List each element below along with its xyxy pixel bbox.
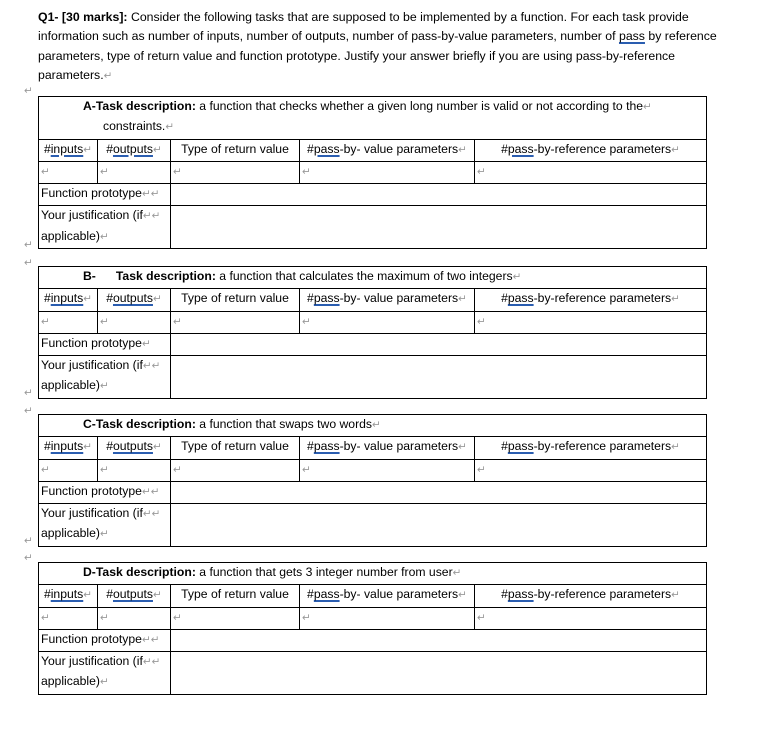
- paragraph-mark-icon: ↵: [458, 589, 467, 602]
- justification-answer-cell[interactable]: [171, 356, 707, 399]
- paragraph-mark-icon: ↵: [173, 611, 182, 624]
- return-type-label: Type of return value: [181, 291, 289, 306]
- function-prototype-answer-cell[interactable]: [171, 184, 707, 206]
- answer-cell-outputs[interactable]: [98, 161, 171, 183]
- table-justification-row: [39, 356, 707, 399]
- paragraph-mark-icon: ↵: [142, 210, 152, 223]
- hash-symbol: #: [307, 291, 314, 306]
- paragraph-mark-icon: ↵: [458, 441, 467, 454]
- paragraph-mark-icon: ↵: [151, 360, 161, 373]
- task-description-text: a function that calculates the maximum of two integers: [215, 269, 513, 283]
- pass-label: pass: [313, 291, 340, 306]
- task-description-label: Task description: [95, 99, 192, 113]
- hash-symbol: #: [307, 439, 314, 454]
- paragraph-mark-icon: ↵: [41, 165, 50, 178]
- paragraph-mark-icon: ↵: [141, 337, 151, 350]
- paragraph-mark-icon: ↵: [671, 143, 680, 156]
- pass-label: pass: [507, 439, 534, 454]
- paragraph-mark-icon: ↵: [41, 315, 50, 328]
- justification-answer-cell[interactable]: [171, 652, 707, 695]
- justification-label-line1: Your justification (if: [41, 506, 143, 521]
- paragraph-mark-icon: ↵: [100, 165, 109, 178]
- task-description-label: Task description: [115, 269, 212, 283]
- task-description-cell: [39, 97, 707, 140]
- paragraph-mark-icon: ↵: [173, 315, 182, 328]
- paragraph-mark-icon: ↵: [152, 441, 162, 454]
- justification-label-cell: [39, 504, 171, 547]
- inputs-label: inputs: [50, 587, 84, 602]
- paragraph-mark-icon: ↵: [477, 165, 486, 178]
- paragraph-mark-icon: ↵: [103, 70, 113, 83]
- paragraph-mark-icon: ↵: [142, 508, 152, 521]
- function-prototype-label: Function prototype: [41, 631, 142, 646]
- hash-symbol: #: [501, 291, 508, 306]
- function-prototype-label-cell: [39, 333, 171, 355]
- task-description-text: a function that checks whether a given long number is valid or not according to the: [195, 99, 644, 113]
- paragraph-mark-icon: ↵: [173, 165, 182, 178]
- justification-label-line2: applicable): [41, 378, 100, 393]
- paragraph-mark-icon: ↵: [141, 485, 151, 498]
- paragraph-mark-icon: ↵: [24, 257, 33, 269]
- task-description-label: Task description: [95, 417, 192, 431]
- table-title-row: [39, 563, 707, 585]
- pass-by-value-rest: -by- value parameters: [339, 439, 459, 454]
- table-answer-row: [39, 459, 707, 481]
- pass-by-value-rest: -by- value parameters: [339, 291, 459, 306]
- table-prototype-row: [39, 629, 707, 651]
- task-letter: B-: [83, 269, 96, 283]
- paragraph-mark-icon: ↵: [24, 552, 33, 564]
- table-answer-row: [39, 311, 707, 333]
- header-return-type: [171, 437, 300, 459]
- header-outputs: [98, 289, 171, 311]
- paragraph-mark-icon: ↵: [99, 528, 109, 541]
- pass-label: pass: [313, 141, 340, 156]
- paragraph-mark-icon: ↵: [41, 611, 50, 624]
- task-table-d: [38, 562, 707, 695]
- function-prototype-answer-cell[interactable]: [171, 481, 707, 503]
- task-description-cell: [39, 415, 707, 437]
- table-header-row: [39, 585, 707, 607]
- function-prototype-label: Function prototype: [41, 483, 142, 498]
- task-description-text-cont: constraints.: [103, 119, 166, 134]
- function-prototype-label: Function prototype: [41, 186, 142, 201]
- hash-symbol: #: [43, 141, 51, 156]
- paragraph-mark-icon: ↵: [152, 589, 162, 602]
- paragraph-mark-icon: ↵: [83, 293, 93, 306]
- table-justification-row: [39, 206, 707, 249]
- paragraph-mark-icon: ↵: [142, 656, 152, 669]
- paragraph-mark-icon: ↵: [24, 535, 33, 547]
- outputs-label: outputs: [112, 141, 153, 156]
- justification-label-line2: applicable): [41, 228, 100, 243]
- hash-symbol: #: [43, 587, 51, 602]
- hash-symbol: #: [106, 439, 113, 454]
- pass-label: pass: [313, 587, 340, 602]
- pass-label: pass: [507, 587, 534, 602]
- paragraph-mark-icon: ↵: [477, 315, 486, 328]
- answer-cell-pass-by-reference[interactable]: [475, 607, 707, 629]
- table-prototype-row: [39, 481, 707, 503]
- paragraph-mark-icon: ↵: [150, 188, 160, 201]
- table-answer-row: [39, 607, 707, 629]
- task-description-colon: :: [191, 99, 196, 113]
- answer-cell-outputs[interactable]: [98, 607, 171, 629]
- hash-symbol: #: [307, 141, 314, 156]
- paragraph-mark-icon: ↵: [152, 293, 162, 306]
- task-description-line2: [41, 117, 704, 137]
- paragraph-mark-icon: ↵: [83, 589, 93, 602]
- hash-symbol: #: [106, 141, 113, 156]
- question-underlined-word: pass: [618, 29, 645, 44]
- hash-symbol: #: [43, 439, 51, 454]
- paragraph-mark-icon: ↵: [671, 441, 680, 454]
- pass-by-reference-rest: -by-reference parameters: [533, 291, 672, 306]
- paragraph-mark-icon: ↵: [643, 101, 652, 113]
- table-title-row: [39, 267, 707, 289]
- paragraph-mark-icon: ↵: [99, 230, 109, 243]
- table-prototype-row: [39, 184, 707, 206]
- question-paragraph: [38, 8, 744, 87]
- paragraph-mark-icon: ↵: [100, 315, 109, 328]
- question-label: Q1- [30 marks]:: [38, 10, 128, 24]
- paragraph-mark-icon: ↵: [100, 463, 109, 476]
- pass-by-value-rest: -by- value parameters: [339, 587, 459, 602]
- table-justification-row: [39, 652, 707, 695]
- header-inputs: [39, 139, 98, 161]
- question-text-part2: by reference parameters, type of return value and function prototype. Justify your answer briefly if you are using pass-by-reference parameters.: [38, 29, 717, 83]
- paragraph-mark-icon: ↵: [150, 485, 160, 498]
- return-type-label: Type of return value: [181, 141, 289, 156]
- paragraph-mark-icon: ↵: [302, 611, 311, 624]
- paragraph-mark-icon: ↵: [671, 293, 680, 306]
- outputs-label: outputs: [112, 291, 153, 306]
- header-return-type: [171, 289, 300, 311]
- task-description-text: a function that swaps two words: [195, 417, 373, 431]
- paragraph-mark-icon: ↵: [151, 210, 161, 223]
- justification-answer-cell[interactable]: [171, 504, 707, 547]
- task-description-label: Task description: [95, 565, 192, 579]
- answer-cell-inputs[interactable]: [39, 161, 98, 183]
- header-inputs: [39, 437, 98, 459]
- answer-cell-inputs[interactable]: [39, 607, 98, 629]
- header-pass-by-value: [300, 437, 475, 459]
- table-prototype-row: [39, 333, 707, 355]
- paragraph-mark-icon: ↵: [302, 315, 311, 328]
- paragraph-mark-icon: ↵: [141, 188, 151, 201]
- justification-label-cell: [39, 206, 171, 249]
- answer-cell-inputs[interactable]: [39, 311, 98, 333]
- justification-answer-cell[interactable]: [171, 206, 707, 249]
- task-description-colon: :: [191, 565, 196, 579]
- pass-label: pass: [313, 439, 340, 454]
- paragraph-mark-icon: ↵: [477, 463, 486, 476]
- task-letter: D-: [83, 565, 96, 579]
- justification-label-cell: [39, 652, 171, 695]
- table-header-row: [39, 139, 707, 161]
- hash-symbol: #: [106, 587, 113, 602]
- hash-symbol: #: [501, 587, 508, 602]
- task-table-a: [38, 96, 707, 249]
- paragraph-mark-icon: ↵: [83, 441, 93, 454]
- paragraph-mark-icon: ↵: [477, 611, 486, 624]
- task-description-line1: [41, 415, 704, 435]
- paragraph-mark-icon: ↵: [458, 293, 467, 306]
- answer-cell-return-type[interactable]: [171, 311, 300, 333]
- inputs-label: inputs: [50, 141, 84, 156]
- function-prototype-label-cell: [39, 184, 171, 206]
- header-pass-by-reference: [475, 139, 707, 161]
- paragraph-mark-icon: ↵: [165, 121, 175, 134]
- pass-label: pass: [507, 291, 534, 306]
- outputs-label: outputs: [112, 439, 153, 454]
- table-title-row: [39, 415, 707, 437]
- answer-cell-return-type[interactable]: [171, 607, 300, 629]
- pass-label: pass: [507, 141, 534, 156]
- answer-cell-pass-by-value[interactable]: [300, 311, 475, 333]
- answer-cell-pass-by-value[interactable]: [300, 607, 475, 629]
- task-table-c: [38, 414, 707, 547]
- answer-cell-pass-by-reference[interactable]: [475, 161, 707, 183]
- answer-cell-pass-by-value[interactable]: [300, 459, 475, 481]
- answer-cell-pass-by-value[interactable]: [300, 161, 475, 183]
- task-description-colon: :: [191, 417, 196, 431]
- question-text-part1: Consider the following tasks that are supposed to be implemented by a function. For each task provide information such as number of inputs, number of outputs, number of pass-by-value parameters, number of: [38, 10, 689, 44]
- paragraph-mark-icon: ↵: [24, 387, 33, 399]
- header-pass-by-reference: [475, 585, 707, 607]
- paragraph-mark-icon: ↵: [512, 271, 522, 283]
- inputs-label: inputs: [50, 439, 84, 454]
- header-inputs: [39, 289, 98, 311]
- paragraph-mark-icon: ↵: [141, 633, 151, 646]
- function-prototype-label-cell: [39, 629, 171, 651]
- task-description-line1: [41, 563, 704, 583]
- justification-label-line2: applicable): [41, 674, 100, 689]
- header-outputs: [98, 437, 171, 459]
- paragraph-mark-icon: ↵: [452, 567, 462, 579]
- task-description-cell: [39, 563, 707, 585]
- answer-cell-outputs[interactable]: [98, 311, 171, 333]
- table-title-row: [39, 97, 707, 140]
- return-type-label: Type of return value: [181, 587, 289, 602]
- hash-symbol: #: [501, 439, 508, 454]
- justification-label-line1: Your justification (if: [41, 654, 143, 669]
- paragraph-mark-icon: ↵: [41, 463, 50, 476]
- answer-cell-outputs[interactable]: [98, 459, 171, 481]
- justification-label-line1: Your justification (if: [41, 358, 143, 373]
- header-inputs: [39, 585, 98, 607]
- paragraph-mark-icon: ↵: [24, 405, 33, 417]
- inputs-label: inputs: [50, 291, 84, 306]
- header-pass-by-reference: [475, 289, 707, 311]
- task-description-line1: [41, 267, 704, 287]
- pass-by-reference-rest: -by-reference parameters: [533, 141, 672, 156]
- answer-cell-inputs[interactable]: [39, 459, 98, 481]
- header-outputs: [98, 585, 171, 607]
- task-description-cell: [39, 267, 707, 289]
- paragraph-mark-icon: ↵: [151, 508, 161, 521]
- header-pass-by-reference: [475, 437, 707, 459]
- table-header-row: [39, 289, 707, 311]
- pass-by-reference-rest: -by-reference parameters: [533, 439, 672, 454]
- function-prototype-label-cell: [39, 481, 171, 503]
- paragraph-mark-icon: ↵: [150, 633, 160, 646]
- function-prototype-answer-cell[interactable]: [171, 333, 707, 355]
- pass-by-reference-rest: -by-reference parameters: [533, 587, 672, 602]
- paragraph-mark-icon: ↵: [151, 656, 161, 669]
- task-description-colon: :: [211, 269, 216, 283]
- hash-symbol: #: [106, 291, 113, 306]
- header-outputs: [98, 139, 171, 161]
- paragraph-mark-icon: ↵: [173, 463, 182, 476]
- paragraph-mark-icon: ↵: [302, 463, 311, 476]
- header-pass-by-value: [300, 139, 475, 161]
- paragraph-mark-icon: ↵: [458, 143, 467, 156]
- header-return-type: [171, 585, 300, 607]
- header-return-type: [171, 139, 300, 161]
- paragraph-mark-icon: ↵: [24, 85, 33, 97]
- task-letter: A-: [83, 99, 96, 113]
- paragraph-mark-icon: ↵: [24, 239, 33, 251]
- task-table-b: [38, 266, 707, 399]
- table-answer-row: [39, 161, 707, 183]
- justification-label-line1: Your justification (if: [41, 208, 143, 223]
- outputs-label: outputs: [112, 587, 153, 602]
- function-prototype-answer-cell[interactable]: [171, 629, 707, 651]
- hash-symbol: #: [307, 587, 314, 602]
- answer-cell-pass-by-reference[interactable]: [475, 311, 707, 333]
- table-header-row: [39, 437, 707, 459]
- paragraph-mark-icon: ↵: [671, 589, 680, 602]
- table-justification-row: [39, 504, 707, 547]
- return-type-label: Type of return value: [181, 439, 289, 454]
- paragraph-mark-icon: ↵: [100, 611, 109, 624]
- task-description-text: a function that gets 3 integer number from user: [195, 565, 453, 579]
- answer-cell-return-type[interactable]: [171, 459, 300, 481]
- paragraph-mark-icon: ↵: [99, 676, 109, 689]
- task-letter: C-: [83, 417, 96, 431]
- paragraph-mark-icon: ↵: [142, 360, 152, 373]
- task-description-line1: [41, 97, 704, 117]
- hash-symbol: #: [43, 291, 51, 306]
- paragraph-mark-icon: ↵: [152, 143, 162, 156]
- answer-cell-pass-by-reference[interactable]: [475, 459, 707, 481]
- paragraph-mark-icon: ↵: [302, 165, 311, 178]
- paragraph-mark-icon: ↵: [99, 380, 109, 393]
- paragraph-mark-icon: ↵: [372, 419, 381, 431]
- answer-cell-return-type[interactable]: [171, 161, 300, 183]
- function-prototype-label: Function prototype: [41, 335, 142, 350]
- justification-label-line2: applicable): [41, 526, 100, 541]
- paragraph-mark-icon: ↵: [83, 143, 93, 156]
- header-pass-by-value: [300, 585, 475, 607]
- justification-label-cell: [39, 356, 171, 399]
- hash-symbol: #: [501, 141, 508, 156]
- pass-by-value-rest: -by- value parameters: [339, 141, 459, 156]
- header-pass-by-value: [300, 289, 475, 311]
